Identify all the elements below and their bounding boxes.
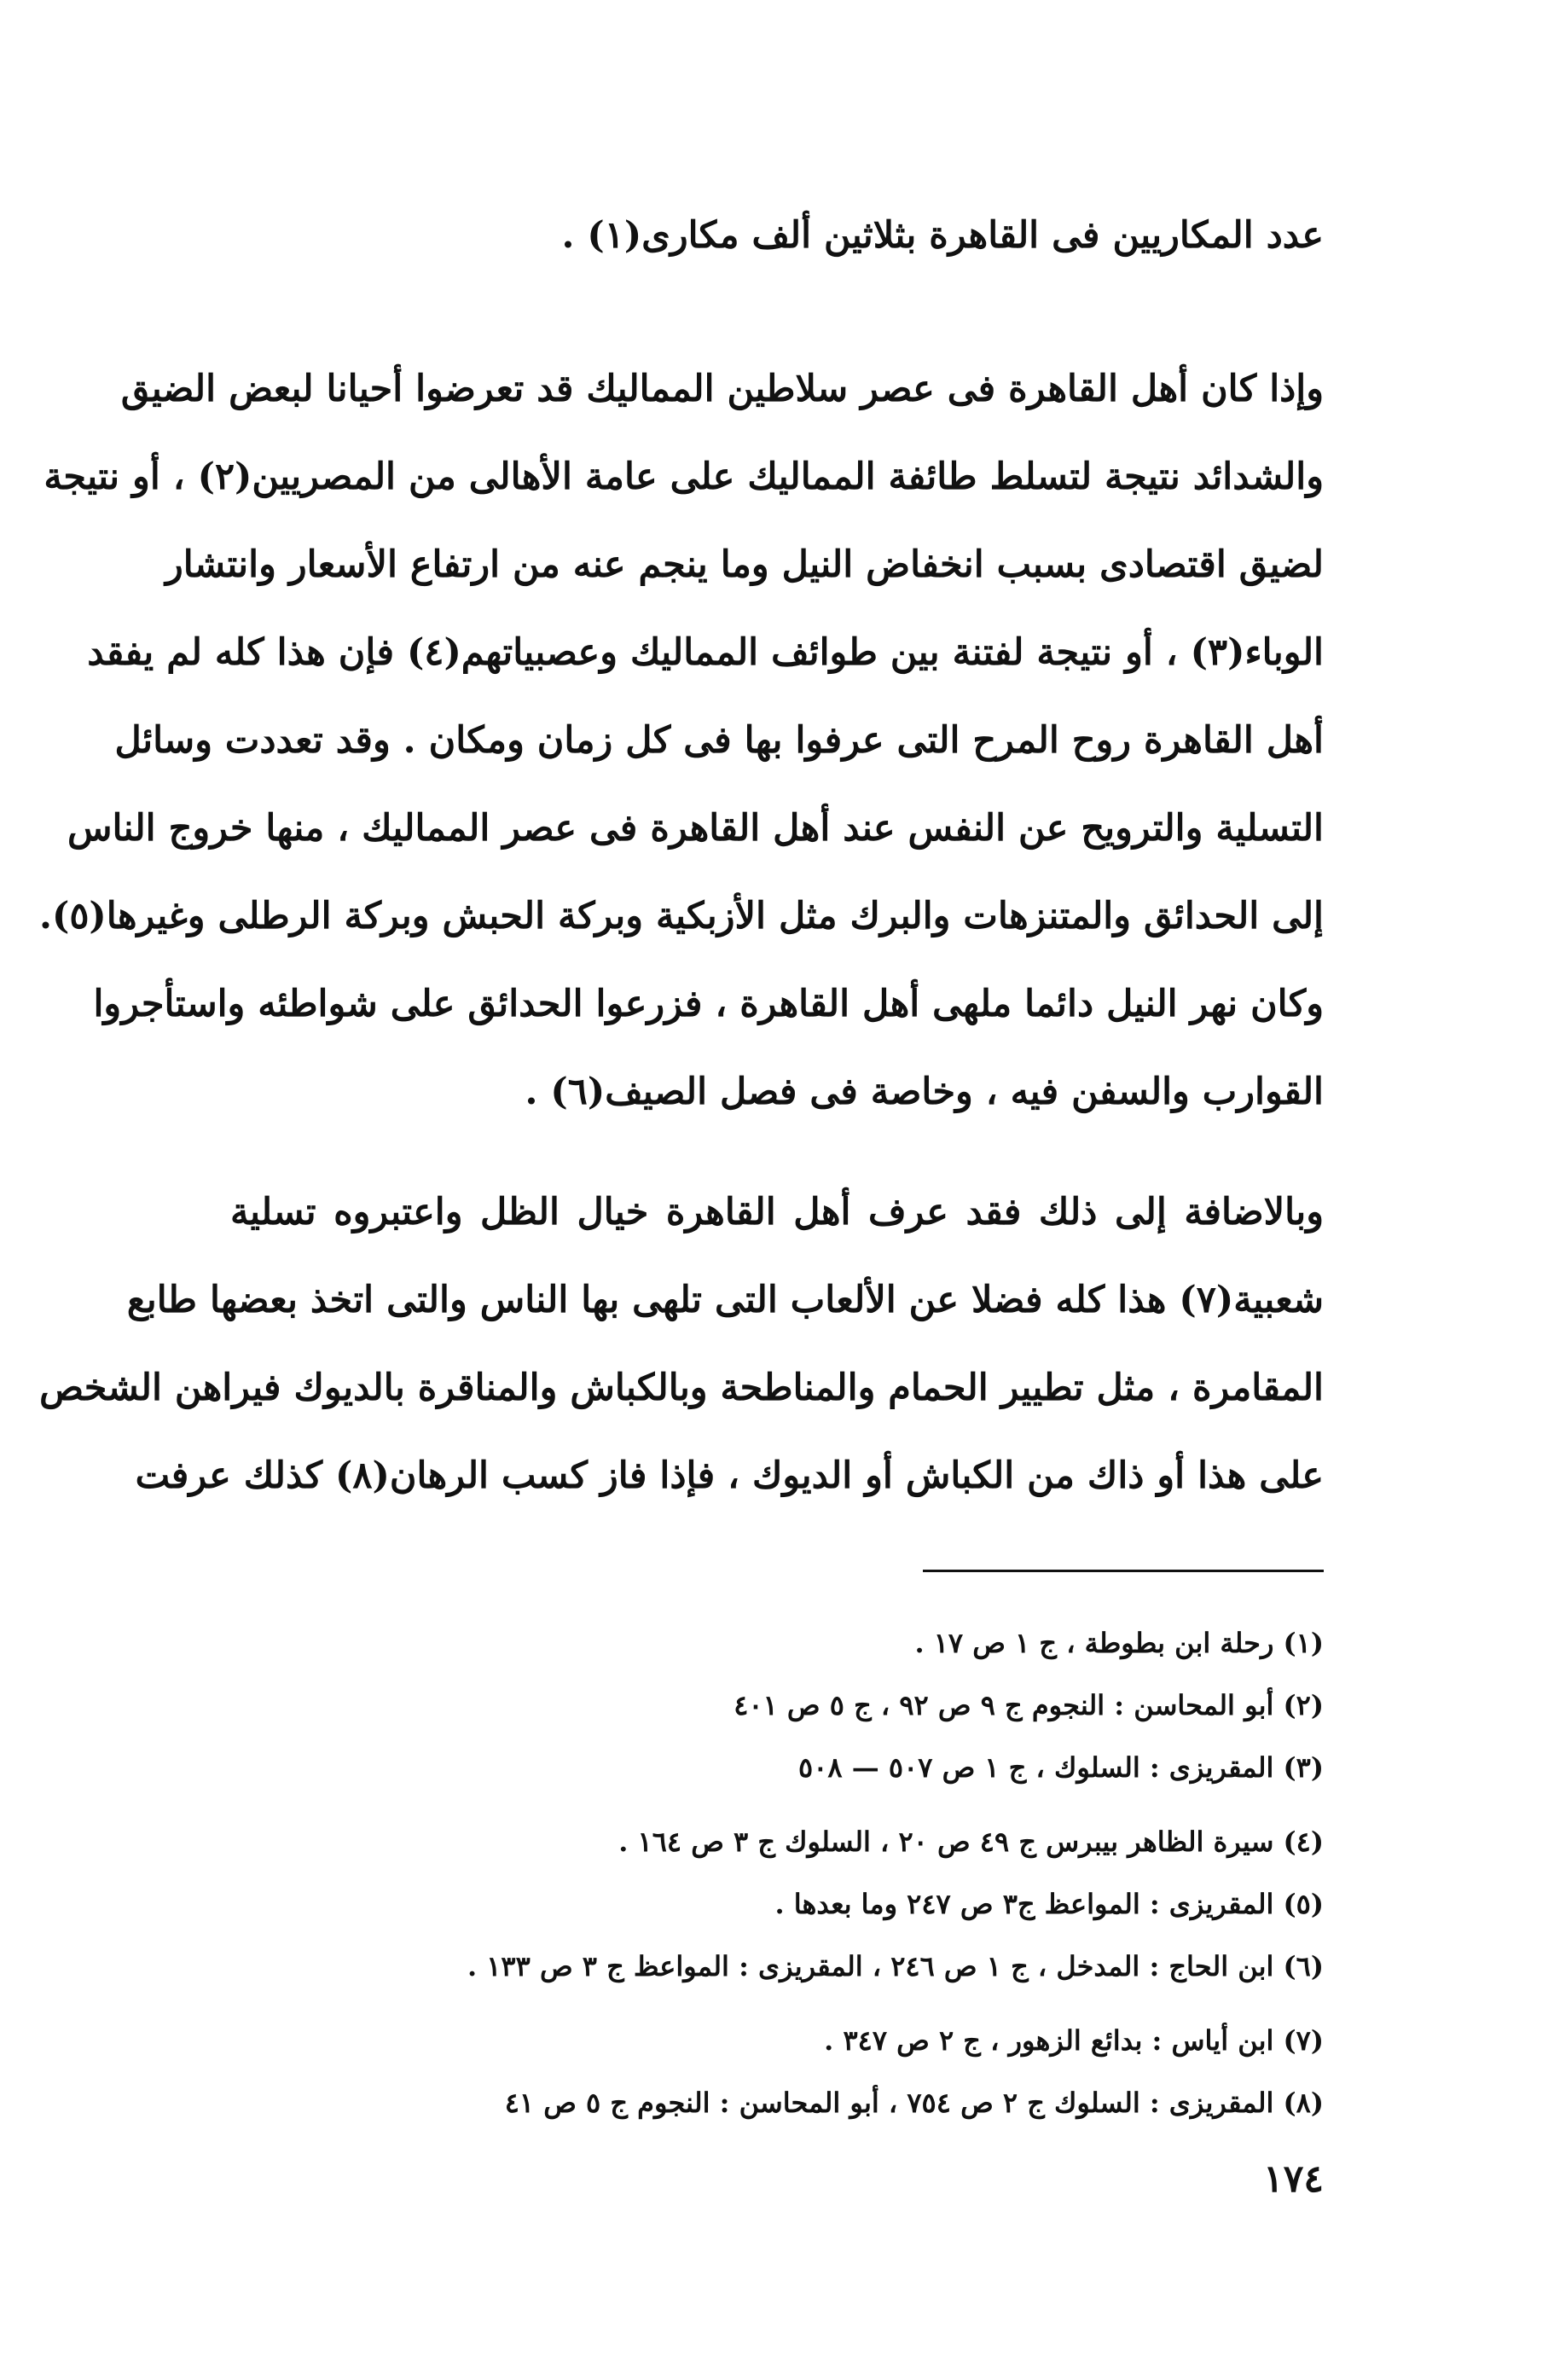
text-line: التسلية والترويح عن النفس عند أهل القاهرة فى عصر المماليك ، منها خروج الناس bbox=[67, 807, 1324, 850]
text-line: وكان نهر النيل دائما ملهى أهل القاهرة ، فزرعوا الحدائق على شواطئه واستأجروا bbox=[93, 983, 1324, 1025]
footnote: (٦) ابن الحاج : المدخل ، ج ١ ص ٢٤٦ ، المقريزى : المواعظ ج ٣ ص ١٣٣ . bbox=[467, 1950, 1324, 1982]
footnote: (٧) ابن أياس : بدائع الزهور ، ج ٢ ص ٣٤٧ . bbox=[824, 2024, 1324, 2057]
footnote: (١) رحلة ابن بطوطة ، ج ١ ص ١٧ . bbox=[914, 1627, 1324, 1659]
footnote: (٤) سيرة الظاهر بيبرس ج ٤٩ ص ٢٠ ، السلوك ج ٣ ص ١٦٤ . bbox=[618, 1826, 1324, 1858]
paragraph-entertainment bbox=[38, 345, 1324, 1136]
footnotes-list bbox=[230, 1612, 1324, 2134]
footnote-divider bbox=[923, 1570, 1324, 1572]
page-number: ١٧٤ bbox=[1263, 2157, 1324, 2201]
text-line: وإذا كان أهل القاهرة فى عصر سلاطين المماليك قد تعرضوا أحيانا لبعض الضيق bbox=[120, 368, 1324, 410]
footnote: (٨) المقريزى : السلوك ج ٢ ص ٧٥٤ ، أبو المحاسن : النجوم ج ٥ ص ٤١ bbox=[504, 2087, 1324, 2119]
text-line: المقامرة ، مثل تطيير الحمام والمناطحة وبالكباش والمناقرة بالديوك فيراهن الشخص bbox=[39, 1367, 1324, 1409]
text-line: وبالاضافة إلى ذلك فقد عرف أهل القاهرة خيال الظل واعتبروه تسلية bbox=[230, 1191, 1324, 1234]
text-line: لضيق اقتصادى بسبب انخفاض النيل وما ينجم عنه من ارتفاع الأسعار وانتشار bbox=[165, 543, 1324, 586]
paragraph-shadow-play bbox=[39, 1169, 1324, 1520]
footnote: (٥) المقريزى : المواعظ ج٣ ص ٢٤٧ وما بعدها . bbox=[774, 1888, 1324, 1920]
text-line: إلى الحدائق والمتنزهات والبرك مثل الأزبكية وبركة الحبش وبركة الرطلى وغيرها(٥). bbox=[38, 895, 1324, 937]
text-line: أهل القاهرة روح المرح التى عرفوا بها فى كل زمان ومكان . وقد تعددت وسائل bbox=[114, 719, 1324, 762]
footnote: (٢) أبو المحاسن : النجوم ج ٩ ص ٩٢ ، ج ٥ ص ٤٠١ bbox=[734, 1689, 1324, 1721]
paragraph-continuation bbox=[230, 192, 1324, 280]
text-line: شعبية(٧) هذا كله فضلا عن الألعاب التى تلهى بها الناس والتى اتخذ بعضها طابع bbox=[126, 1279, 1324, 1321]
text-line: عدد المكاريين فى القاهرة بثلاثين ألف مكارى(١) . bbox=[561, 214, 1324, 257]
text-line: القوارب والسفن فيه ، وخاصة فى فصل الصيف(٦) . bbox=[525, 1071, 1324, 1113]
text-line: والشدائد نتيجة لتسلط طائفة المماليك على عامة الأهالى من المصريين(٢) ، أو نتيجة bbox=[43, 456, 1324, 498]
footnote: (٣) المقريزى : السلوك ، ج ١ ص ٥٠٧ — ٥٠٨ bbox=[798, 1751, 1324, 1784]
text-line: على هذا أو ذاك من الكباش أو الديوك ، فإذا فاز كسب الرهان(٨) كذلك عرفت bbox=[135, 1454, 1324, 1497]
text-line: الوباء(٣) ، أو نتيجة لفتنة بين طوائف المماليك وعصبياتهم(٤) فإن هذا كله لم يفقد bbox=[87, 631, 1324, 674]
